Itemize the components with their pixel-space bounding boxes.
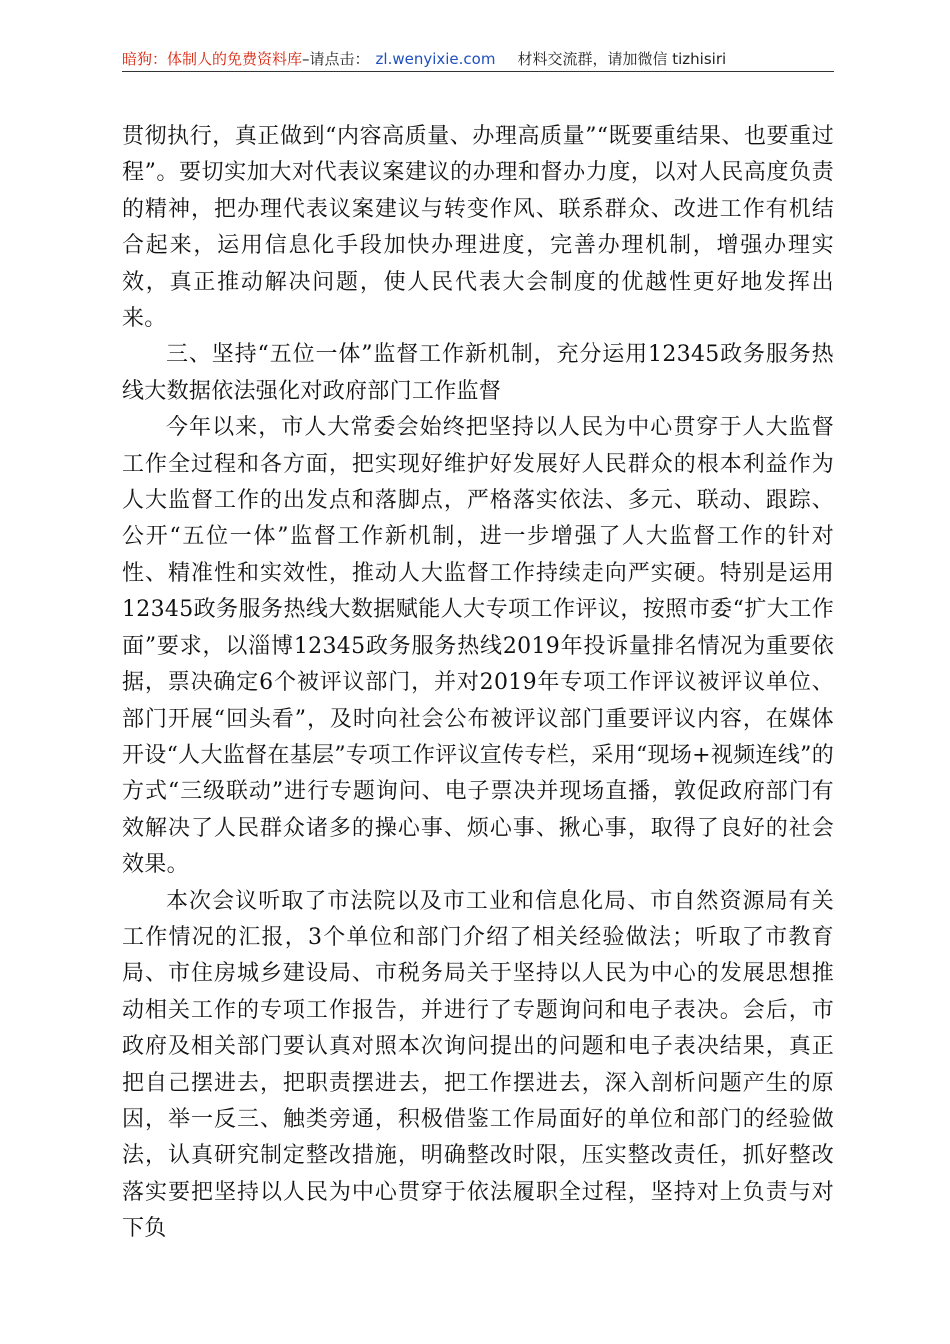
header-brand: 暗狗：体制人的免费资料库 [122,50,303,68]
paragraph: 今年以来，市人大常委会始终把坚持以人民为中心贯穿于人大监督工作全过程和各方面，把实现好维护好发展好人民群众的根本利益作为人大监督工作的出发点和落脚点，严格落实依法、多元、联动、跟踪、公开“五位一体”监督工作新机制，进一步增强了人大监督工作的针对性、精准性和实效性，推动人大监督工作持续走向严实硬。特别是运用12345政务服务热线大数据赋能人大专项工作评议，按照市委“扩大工作面”要求，以淄博12345政务服务热线2019年投诉量排名情况为重要依据，票决确定6个被评议部门，并对2019年专项工作评议被评议单位、部门开展“回头看”，及时向社会公布被评议部门重要评议内容，在媒体开设“人大监督在基层”专项工作评议宣传专栏，采用“现场+视频连线”的方式“三级联动”进行专题询问、电子票决并现场直播，敦促政府部门有效解决了人民群众诸多的操心事、烦心事、揪心事，取得了良好的社会效果。 [122,415,834,878]
page-header [122,46,834,72]
header-wechat-note: 材料交流群，请加微信 tizhisiri [517,50,727,68]
paragraph: 本次会议听取了市法院以及市工业和信息化局、市自然资源局有关工作情况的汇报，3个单位和部门介绍了相关经验做法；听取了市教育局、市住房城乡建设局、市税务局关于坚持以人民为中心的发展思想推动相关工作的专项工作报告，并进行了专题询问和电子表决。会后，市政府及相关部门要认真对照本次询问提出的问题和电子表决结果，真正把自己摆进去，把职责摆进去，把工作摆进去，深入剖析问题产生的原因，举一反三、触类旁通，积极借鉴工作局面好的单位和部门的经验做法，认真研究制定整改措施，明确整改时限，压实整改责任，抓好整改落实要把坚持以人民为中心贯穿于依法履职全过程，坚持对上负责与对下负 [122,888,834,1242]
header-prompt: –请点击： [302,50,370,68]
paragraph-continuation: 贯彻执行，真正做到“内容高质量、办理高质量”“既要重结果、也要重过程”。要切实加大对代表议案建议的办理和督办力度，以对人民高度负责的精神，把办理代表议案建议与转变作风、联系群众、改进工作有机结合起来，运用信息化手段加快办理进度，完善办理机制，增强办理实效，真正推动解决问题，使人民代表大会制度的优越性更好地发挥出来。 [122,124,834,332]
section-heading: 三、坚持“五位一体”监督工作新机制，充分运用12345政务服务热线大数据依法强化对政府部门工作监督 [122,342,834,404]
document-body [122,119,834,1248]
header-link[interactable]: zl.wenyixie.com [375,50,496,68]
header-divider [122,71,834,72]
